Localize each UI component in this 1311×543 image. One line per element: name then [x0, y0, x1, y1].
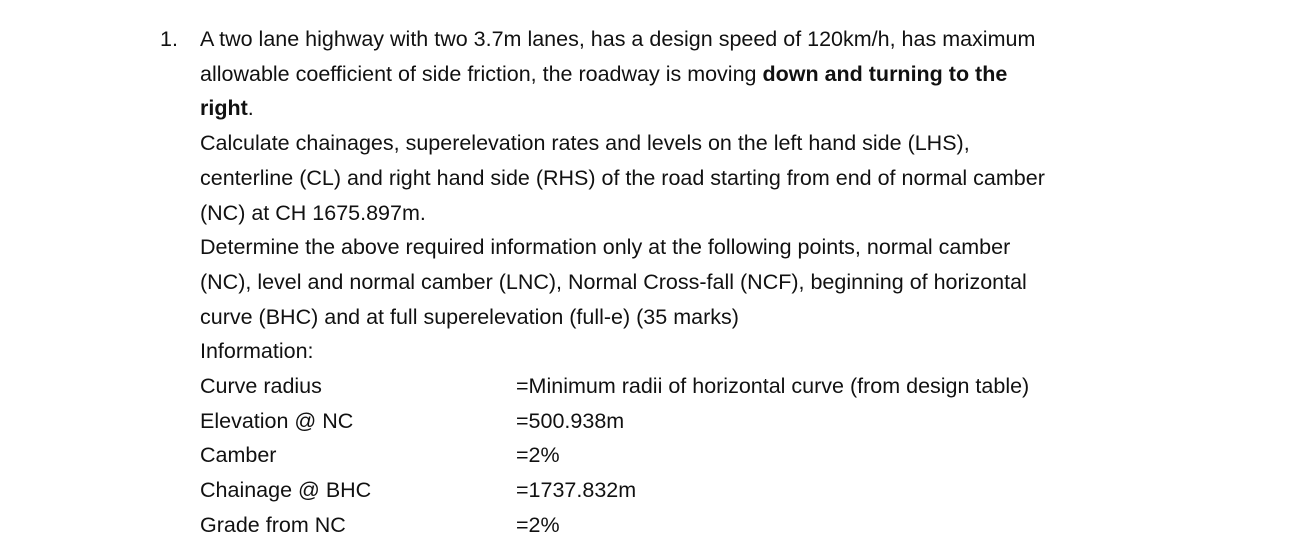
instruction-line: Determine the above required information only at the following points, normal camber	[200, 235, 1011, 260]
bold-emphasis: right	[200, 96, 248, 121]
question-body	[200, 22, 1260, 542]
bold-emphasis: down and turning to the	[762, 61, 1008, 86]
info-label: Chainage @ BHC	[200, 478, 372, 503]
info-label: Camber	[200, 443, 277, 468]
instruction-line: (NC), level and normal camber (LNC), Normal Cross-fall (NCF), beginning of horizontal	[200, 269, 1027, 294]
question-text: allowable coefficient of side friction, the roadway is moving	[200, 61, 763, 86]
info-heading: Information:	[200, 339, 314, 364]
info-row	[200, 508, 1260, 543]
question-number: 1.	[160, 27, 178, 51]
question-line: A two lane highway with two 3.7m lanes, has a design speed of 120km/h, has maximum	[200, 27, 1036, 51]
info-row	[200, 404, 1260, 439]
instruction-line: centerline (CL) and right hand side (RHS) of the road starting from end of normal camber	[200, 165, 1045, 190]
info-row	[200, 369, 1260, 404]
instruction-line: Calculate chainages, superelevation rates and levels on the left hand side (LHS),	[200, 131, 970, 156]
question-line	[200, 91, 1260, 126]
info-value: =Minimum radii of horizontal curve (from design table)	[516, 374, 1030, 399]
info-row	[200, 473, 1260, 508]
info-value: =500.938m	[516, 408, 625, 433]
question-line	[200, 57, 1260, 92]
instruction-line: curve (BHC) and at full superelevation (full-e) (35 marks)	[200, 304, 739, 329]
info-label: Grade from NC	[200, 512, 346, 537]
info-value: =2%	[516, 443, 560, 468]
info-value: =2%	[516, 512, 560, 537]
info-row	[200, 438, 1260, 473]
instruction-line: (NC) at CH 1675.897m.	[200, 200, 426, 225]
info-value: =1737.832m	[516, 478, 637, 503]
info-label: Curve radius	[200, 374, 322, 399]
question-text: .	[247, 96, 254, 121]
info-label: Elevation @ NC	[200, 408, 354, 433]
